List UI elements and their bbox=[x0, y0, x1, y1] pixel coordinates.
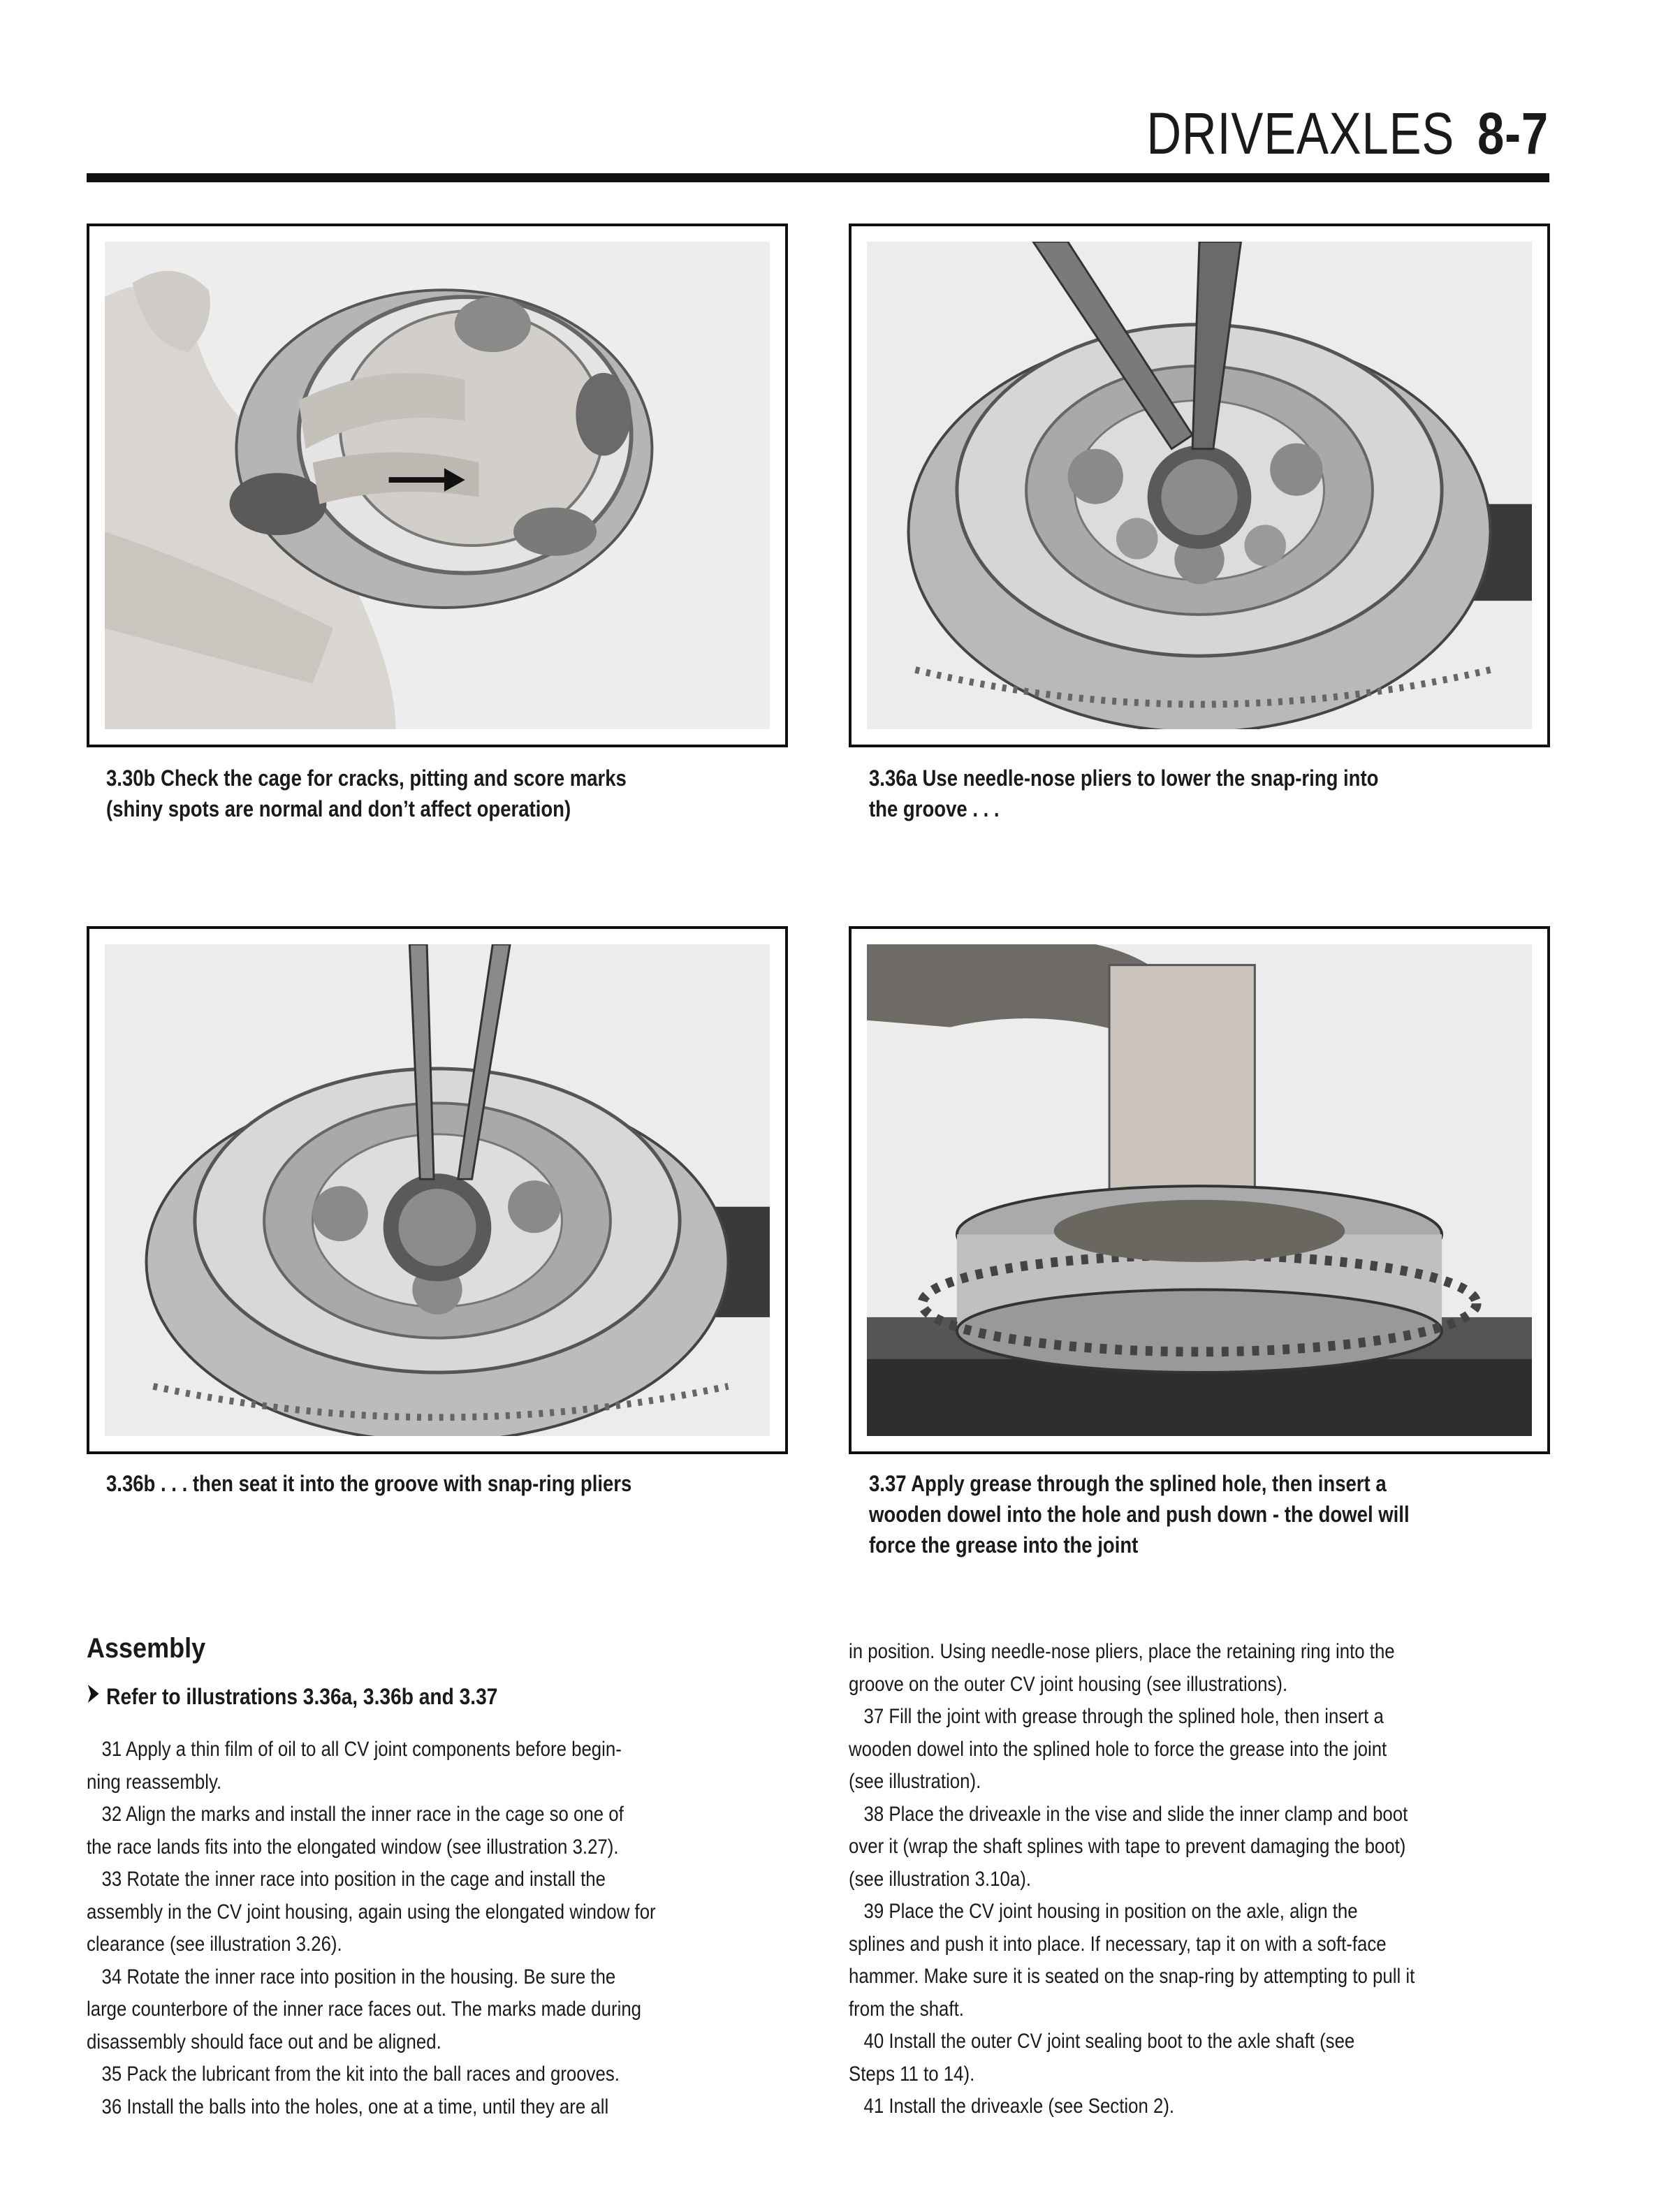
body-line: disassembly should face out and be aligned. bbox=[87, 2030, 441, 2053]
figure-3-36a bbox=[849, 224, 1550, 747]
body-line: clearance (see illustration 3.26). bbox=[87, 1933, 342, 1956]
caption-line: 3.30b Check the cage for cracks, pitting and score marks bbox=[106, 766, 627, 791]
caption-line: 3.36a Use needle-nose pliers to lower the snap-ring into bbox=[869, 766, 1379, 791]
caption-line: the groove . . . bbox=[869, 796, 1000, 821]
header-rule bbox=[87, 173, 1549, 182]
photo-grease-tube bbox=[867, 944, 1532, 1436]
caption-line: (shiny spots are normal and don’t affect operation) bbox=[106, 796, 571, 821]
reference-text: Refer to illustrations 3.36a, 3.36b and 3.37 bbox=[106, 1684, 498, 1709]
section-heading-assembly: Assembly bbox=[87, 1633, 206, 1664]
body-line: (see illustration). bbox=[849, 1770, 981, 1793]
figure-caption-3-36a bbox=[869, 763, 1378, 824]
body-line: (see illustration 3.10a). bbox=[849, 1867, 1032, 1891]
section-title: DRIVEAXLES bbox=[1146, 101, 1455, 166]
body-line: assembly in the CV joint housing, again using the elongated window for bbox=[87, 1900, 656, 1924]
body-column-left bbox=[87, 1734, 792, 2123]
body-line: from the shaft. bbox=[849, 1997, 964, 2021]
photo-needle-nose-pliers bbox=[867, 242, 1532, 729]
body-line: large counterbore of the inner race faces out. The marks made during bbox=[87, 1998, 642, 2021]
caption-line: wooden dowel into the hole and push down - the dowel will bbox=[869, 1502, 1410, 1527]
body-line: ning reassembly. bbox=[87, 1770, 222, 1794]
body-line: 33 Rotate the inner race into position in the cage and install the bbox=[87, 1868, 606, 1891]
body-line: 32 Align the marks and install the inner race in the cage so one of bbox=[87, 1803, 624, 1826]
body-line: in position. Using needle-nose pliers, place the retaining ring into the bbox=[849, 1640, 1395, 1663]
illustration-reference bbox=[87, 1683, 497, 1710]
caption-line: 3.36b . . . then seat it into the groove with snap-ring pliers bbox=[106, 1471, 632, 1496]
figure-3-37 bbox=[849, 926, 1550, 1454]
page-header bbox=[1146, 95, 1549, 172]
body-line: hammer. Make sure it is seated on the snap-ring by attempting to pull it bbox=[849, 1965, 1415, 1988]
figure-caption-3-37 bbox=[869, 1468, 1410, 1560]
body-line: 40 Install the outer CV joint sealing boot to the axle shaft (see bbox=[849, 2030, 1355, 2053]
body-line: the race lands fits into the elongated window (see illustration 3.27). bbox=[87, 1835, 619, 1859]
pointer-arrow-icon bbox=[87, 1683, 100, 1710]
body-line: over it (wrap the shaft splines with tape to prevent damaging the boot) bbox=[849, 1835, 1406, 1858]
body-line: Steps 11 to 14). bbox=[849, 2062, 975, 2086]
page-number: 8-7 bbox=[1477, 101, 1549, 166]
photo-cv-joint-cage bbox=[105, 242, 770, 729]
figure-caption-3-30b bbox=[106, 763, 627, 824]
figure-3-30b bbox=[87, 224, 788, 747]
body-line: 41 Install the driveaxle (see Section 2). bbox=[849, 2095, 1175, 2118]
figure-3-36b bbox=[87, 926, 788, 1454]
body-line: 39 Place the CV joint housing in position on the axle, align the bbox=[849, 1900, 1358, 1923]
photo-snap-ring-pliers bbox=[105, 944, 770, 1436]
body-line: wooden dowel into the splined hole to force the grease into the joint bbox=[849, 1737, 1387, 1761]
caption-line: 3.37 Apply grease through the splined hole, then insert a bbox=[869, 1471, 1387, 1496]
body-line: 38 Place the driveaxle in the vise and slide the inner clamp and boot bbox=[849, 1802, 1408, 1826]
caption-line: force the grease into the joint bbox=[869, 1532, 1139, 1558]
body-column-right bbox=[849, 1636, 1554, 2123]
body-line: 35 Pack the lubricant from the kit into the ball races and grooves. bbox=[87, 2063, 620, 2086]
figure-caption-3-36b bbox=[106, 1468, 631, 1499]
body-line: 37 Fill the joint with grease through the splined hole, then insert a bbox=[849, 1705, 1384, 1728]
body-line: 31 Apply a thin film of oil to all CV joint components before begin- bbox=[87, 1738, 622, 1761]
body-line: splines and push it into place. If necessary, tap it on with a soft-face bbox=[849, 1932, 1387, 1956]
body-line: 34 Rotate the inner race into position in the housing. Be sure the bbox=[87, 1965, 616, 1988]
body-line: groove on the outer CV joint housing (see illustrations). bbox=[849, 1672, 1288, 1696]
body-line: 36 Install the balls into the holes, one at a time, until they are all bbox=[87, 2095, 609, 2118]
